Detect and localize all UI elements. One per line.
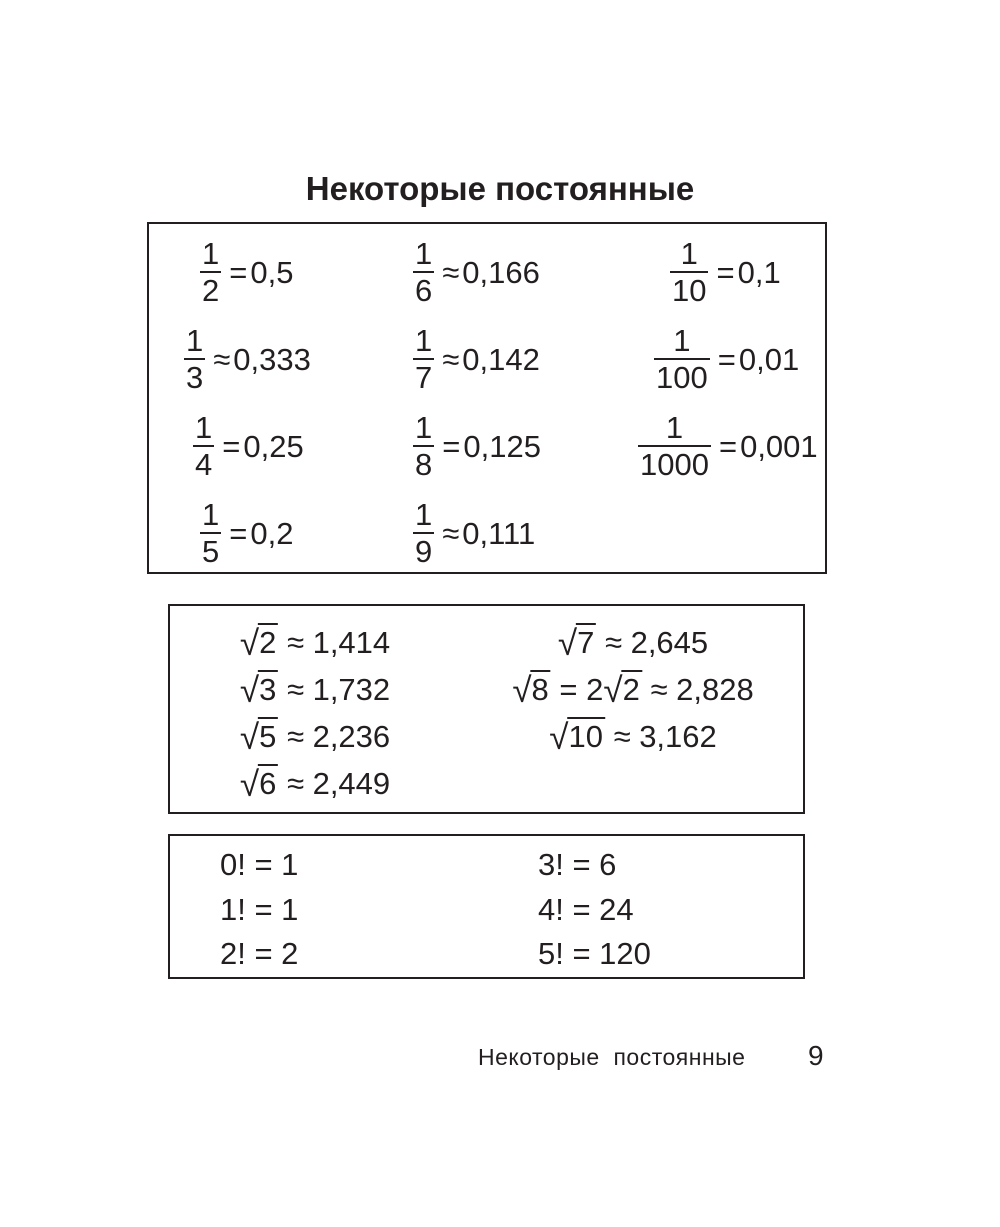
- denominator: 10: [672, 273, 707, 308]
- root-value: ≈ 2,828: [650, 672, 754, 707]
- radical-sign-icon: √: [239, 718, 260, 757]
- factorial-line: 0! = 1: [220, 847, 299, 882]
- fraction: [200, 238, 221, 306]
- fraction-row: [200, 499, 293, 567]
- root-value: ≈ 1,414: [286, 625, 391, 660]
- denominator: 5: [202, 534, 220, 569]
- radicand: 6: [259, 766, 277, 801]
- fraction: [200, 499, 221, 567]
- decimal-value: 0,142: [462, 341, 540, 377]
- root-line: [239, 670, 391, 710]
- factorial-line: 4! = 24: [538, 892, 634, 927]
- fraction: [638, 412, 711, 480]
- fraction: [413, 325, 434, 393]
- fraction: [654, 325, 710, 393]
- root-value: ≈ 1,732: [286, 672, 391, 707]
- numerator: 1: [202, 497, 220, 532]
- numerator: 1: [186, 323, 204, 358]
- fraction: [413, 412, 434, 480]
- root-value: ≈ 2,449: [286, 766, 391, 801]
- relation-sign: =: [442, 428, 461, 464]
- decimal-value: 0,01: [738, 341, 800, 377]
- square-root: [512, 670, 550, 710]
- denominator: 4: [195, 447, 213, 482]
- root-value: ≈ 3,162: [613, 719, 717, 754]
- fraction: [184, 325, 205, 393]
- fraction: [413, 238, 434, 306]
- relation-sign: =: [229, 254, 248, 290]
- relation-sign: ≈: [442, 341, 460, 377]
- factorial-line: 5! = 120: [538, 936, 651, 971]
- root-line: [239, 764, 391, 804]
- radicand: 8: [531, 672, 549, 707]
- radical-sign-icon: √: [557, 624, 578, 663]
- numerator: 1: [415, 323, 433, 358]
- relation-sign: =: [718, 428, 738, 464]
- root-line: [239, 717, 391, 757]
- root-value: ≈ 2,236: [286, 719, 391, 754]
- decimal-value: 0,111: [462, 515, 536, 551]
- fraction: [670, 238, 708, 306]
- denominator: 9: [415, 534, 433, 569]
- fraction-row: [413, 238, 540, 306]
- fraction-row: [654, 325, 799, 393]
- radical-sign-icon: √: [603, 671, 623, 710]
- radical-sign-icon: √: [239, 671, 260, 710]
- relation-sign: =: [717, 341, 736, 377]
- fraction-row: [670, 238, 781, 306]
- numerator: 1: [665, 410, 684, 445]
- numerator: 1: [680, 236, 698, 271]
- root-line: [549, 717, 717, 757]
- numerator: 1: [415, 410, 433, 445]
- radicand: 2: [622, 672, 640, 707]
- square-root: [239, 764, 278, 804]
- radicand: 2: [259, 625, 277, 660]
- decimal-value: 0,166: [462, 254, 540, 290]
- fraction: [413, 499, 434, 567]
- root-line: [239, 623, 391, 663]
- fraction-row: [413, 325, 540, 393]
- numerator: 1: [673, 323, 691, 358]
- denominator: 1000: [640, 447, 709, 482]
- root-value: ≈ 2,645: [604, 625, 709, 660]
- decimal-value: 0,125: [463, 428, 541, 464]
- fraction-row: [200, 238, 293, 306]
- page-title: Некоторые постоянные: [305, 170, 695, 207]
- relation-sign: ≈: [442, 515, 460, 551]
- radical-sign-icon: √: [549, 718, 569, 757]
- fraction-row: [193, 412, 304, 480]
- relation-sign: =: [716, 254, 735, 290]
- fraction-row: [413, 499, 535, 567]
- factorial-line: 2! = 2: [220, 936, 299, 971]
- radical-sign-icon: √: [239, 624, 260, 663]
- numerator: 1: [202, 236, 220, 271]
- denominator: 3: [186, 360, 204, 395]
- factorial-line: 3! = 6: [538, 847, 617, 882]
- fraction-row: [413, 412, 541, 480]
- root-line: [557, 623, 709, 663]
- denominator: 7: [415, 360, 433, 395]
- denominator: 2: [202, 273, 220, 308]
- relation-sign: ≈: [213, 341, 231, 377]
- radical-sign-icon: √: [512, 671, 532, 710]
- fraction: [193, 412, 214, 480]
- decimal-value: 0,5: [250, 254, 294, 290]
- decimal-value: 0,001: [740, 428, 818, 464]
- radicand: 7: [577, 625, 595, 660]
- radicand: 3: [259, 672, 277, 707]
- page-number: 9: [808, 1040, 824, 1071]
- square-root: [603, 670, 641, 710]
- denominator: 6: [415, 273, 433, 308]
- decimal-value: 0,2: [250, 515, 294, 551]
- numerator: 1: [415, 236, 433, 271]
- square-root: [549, 717, 605, 757]
- square-root: [239, 623, 278, 663]
- decimal-value: 0,25: [243, 428, 304, 464]
- square-root: [557, 623, 596, 663]
- relation-sign: =: [229, 515, 248, 551]
- fraction-row: [184, 325, 311, 393]
- root-line: [512, 670, 754, 710]
- relation-sign: ≈: [442, 254, 460, 290]
- radicand: 10: [568, 719, 603, 754]
- root-equality: = 2: [559, 672, 604, 707]
- fraction-row: [638, 412, 818, 480]
- radicand: 5: [259, 719, 277, 754]
- running-footer: Некоторые постоянные: [478, 1044, 746, 1070]
- numerator: 1: [415, 497, 433, 532]
- decimal-value: 0,1: [737, 254, 781, 290]
- square-root: [239, 717, 278, 757]
- numerator: 1: [195, 410, 213, 445]
- denominator: 8: [415, 447, 433, 482]
- square-root: [239, 670, 278, 710]
- denominator: 100: [656, 360, 708, 395]
- decimal-value: 0,333: [233, 341, 311, 377]
- factorial-line: 1! = 1: [220, 892, 299, 927]
- radical-sign-icon: √: [239, 765, 260, 804]
- relation-sign: =: [222, 428, 241, 464]
